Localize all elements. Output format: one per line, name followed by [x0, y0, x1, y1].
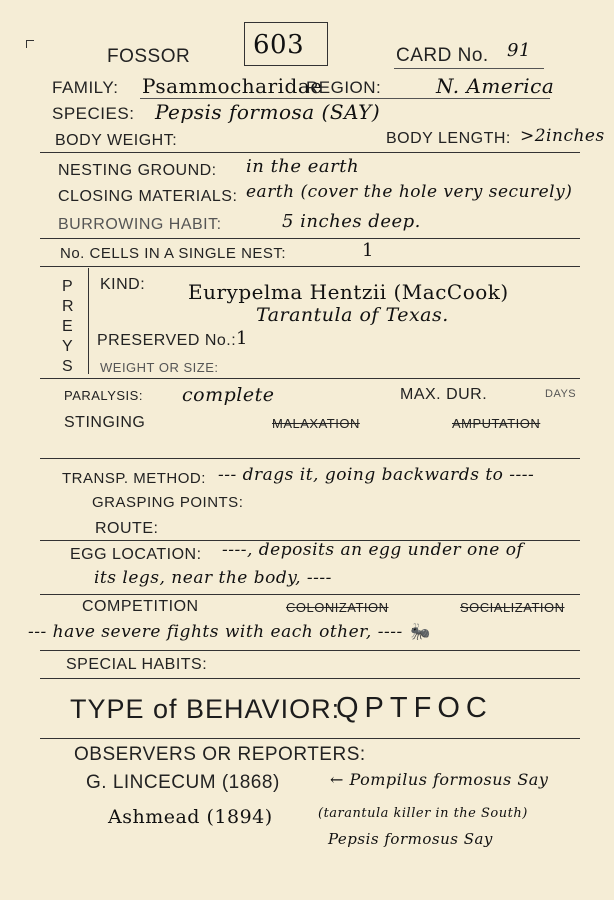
paralysis-value: complete: [182, 384, 275, 406]
nesting-ground-value: in the earth: [246, 156, 360, 177]
paralysis-label: PARALYSIS:: [64, 388, 143, 403]
behavior-label: TYPE of BEHAVIOR:: [70, 694, 341, 724]
prey-letter-r: R: [62, 298, 75, 315]
rule-9: [40, 678, 580, 679]
burrowing-habit-value: 5 inches deep.: [282, 211, 421, 232]
rule-10: [40, 738, 580, 739]
observer-entry-2-note-1: (tarantula killer in the South): [318, 806, 528, 821]
prey-letter-e: E: [62, 318, 74, 335]
closing-materials-label: CLOSING MATERIALS:: [58, 188, 238, 205]
observer-entry-2-note-2: Pepsis formosus Say: [328, 830, 493, 848]
species-value: Pepsis formosa (SAY): [155, 100, 381, 124]
prey-kind-line1: Eurypelma Hentzii (MacCook): [188, 280, 509, 304]
family-value: Psammocharidae: [142, 74, 323, 98]
rule-1: [40, 152, 580, 153]
amputation-label: AMPUTATION: [452, 416, 541, 431]
colonization-label: COLONIZATION: [286, 600, 389, 615]
egg-location-value-1: ----, deposits an egg under one of: [222, 540, 524, 560]
prey-kind-line2: Tarantula of Texas.: [256, 304, 449, 326]
cells-label: No. CELLS IN A SINGLE NEST:: [60, 245, 287, 262]
route-label: ROUTE:: [95, 520, 159, 537]
closing-materials-value: earth (cover the hole very securely): [246, 182, 573, 202]
family-underline: [140, 98, 550, 99]
card-no-value: 91: [507, 40, 531, 61]
behavior-code: QPTFOC: [336, 692, 493, 724]
card-number: 603: [253, 30, 305, 60]
preserved-label: PRESERVED No.:: [97, 332, 237, 349]
weight-size-label: WEIGHT OR SIZE:: [100, 360, 219, 375]
rule-2: [40, 238, 580, 239]
observer-entry-1: G. LINCECUM (1868): [86, 772, 280, 793]
special-habits-label: SPECIAL HABITS:: [66, 656, 208, 673]
observers-label: OBSERVERS OR REPORTERS:: [74, 744, 366, 765]
corner-mark: [26, 40, 34, 48]
prey-letter-s: S: [62, 358, 74, 375]
body-weight-label: BODY WEIGHT:: [55, 132, 178, 149]
region-label: REGION:: [306, 78, 382, 97]
fossor-label: FOSSOR: [107, 46, 191, 67]
nesting-ground-label: NESTING GROUND:: [58, 162, 217, 179]
rule-8: [40, 650, 580, 651]
egg-location-label: EGG LOCATION:: [70, 546, 202, 563]
grasping-points-label: GRASPING POINTS:: [92, 494, 244, 511]
cells-value: 1: [362, 240, 374, 261]
observer-entry-2: Ashmead (1894): [108, 806, 273, 828]
malaxation-label: MALAXATION: [272, 416, 360, 431]
region-value: N. America: [436, 74, 555, 98]
egg-location-value-2: its legs, near the body, ----: [94, 568, 332, 588]
prey-letter-y: Y: [62, 338, 74, 355]
max-dur-label: MAX. DUR.: [400, 386, 488, 403]
body-length-label: BODY LENGTH:: [386, 130, 511, 147]
family-label: FAMILY:: [52, 78, 119, 97]
rule-5: [40, 458, 580, 459]
observer-entry-1-note: ← Pompilus formosus Say: [330, 770, 549, 789]
competition-label: COMPETITION: [82, 598, 199, 615]
card-no-label: CARD No.: [396, 45, 489, 66]
socialization-label: SOCIALIZATION: [460, 600, 565, 615]
rule-7: [40, 594, 580, 595]
preserved-value: 1: [236, 328, 248, 349]
burrowing-habit-label: BURROWING HABIT:: [58, 216, 222, 233]
preys-divider: [88, 268, 89, 374]
prey-kind-label: KIND:: [100, 276, 146, 293]
species-label: SPECIES:: [52, 104, 135, 123]
rule-4: [40, 378, 580, 379]
competition-note: --- have severe fights with each other, ---- 🐜: [28, 622, 431, 642]
card-no-underline: [394, 68, 544, 69]
transport-method-label: TRANSP. METHOD:: [62, 470, 206, 487]
body-length-value: >2inches: [520, 126, 605, 146]
transport-method-value: --- drags it, going backwards to ----: [218, 465, 535, 485]
rule-3: [40, 266, 580, 267]
stinging-label: STINGING: [64, 414, 146, 431]
prey-letter-p: P: [62, 278, 74, 295]
max-dur-unit: DAYS: [545, 388, 577, 400]
